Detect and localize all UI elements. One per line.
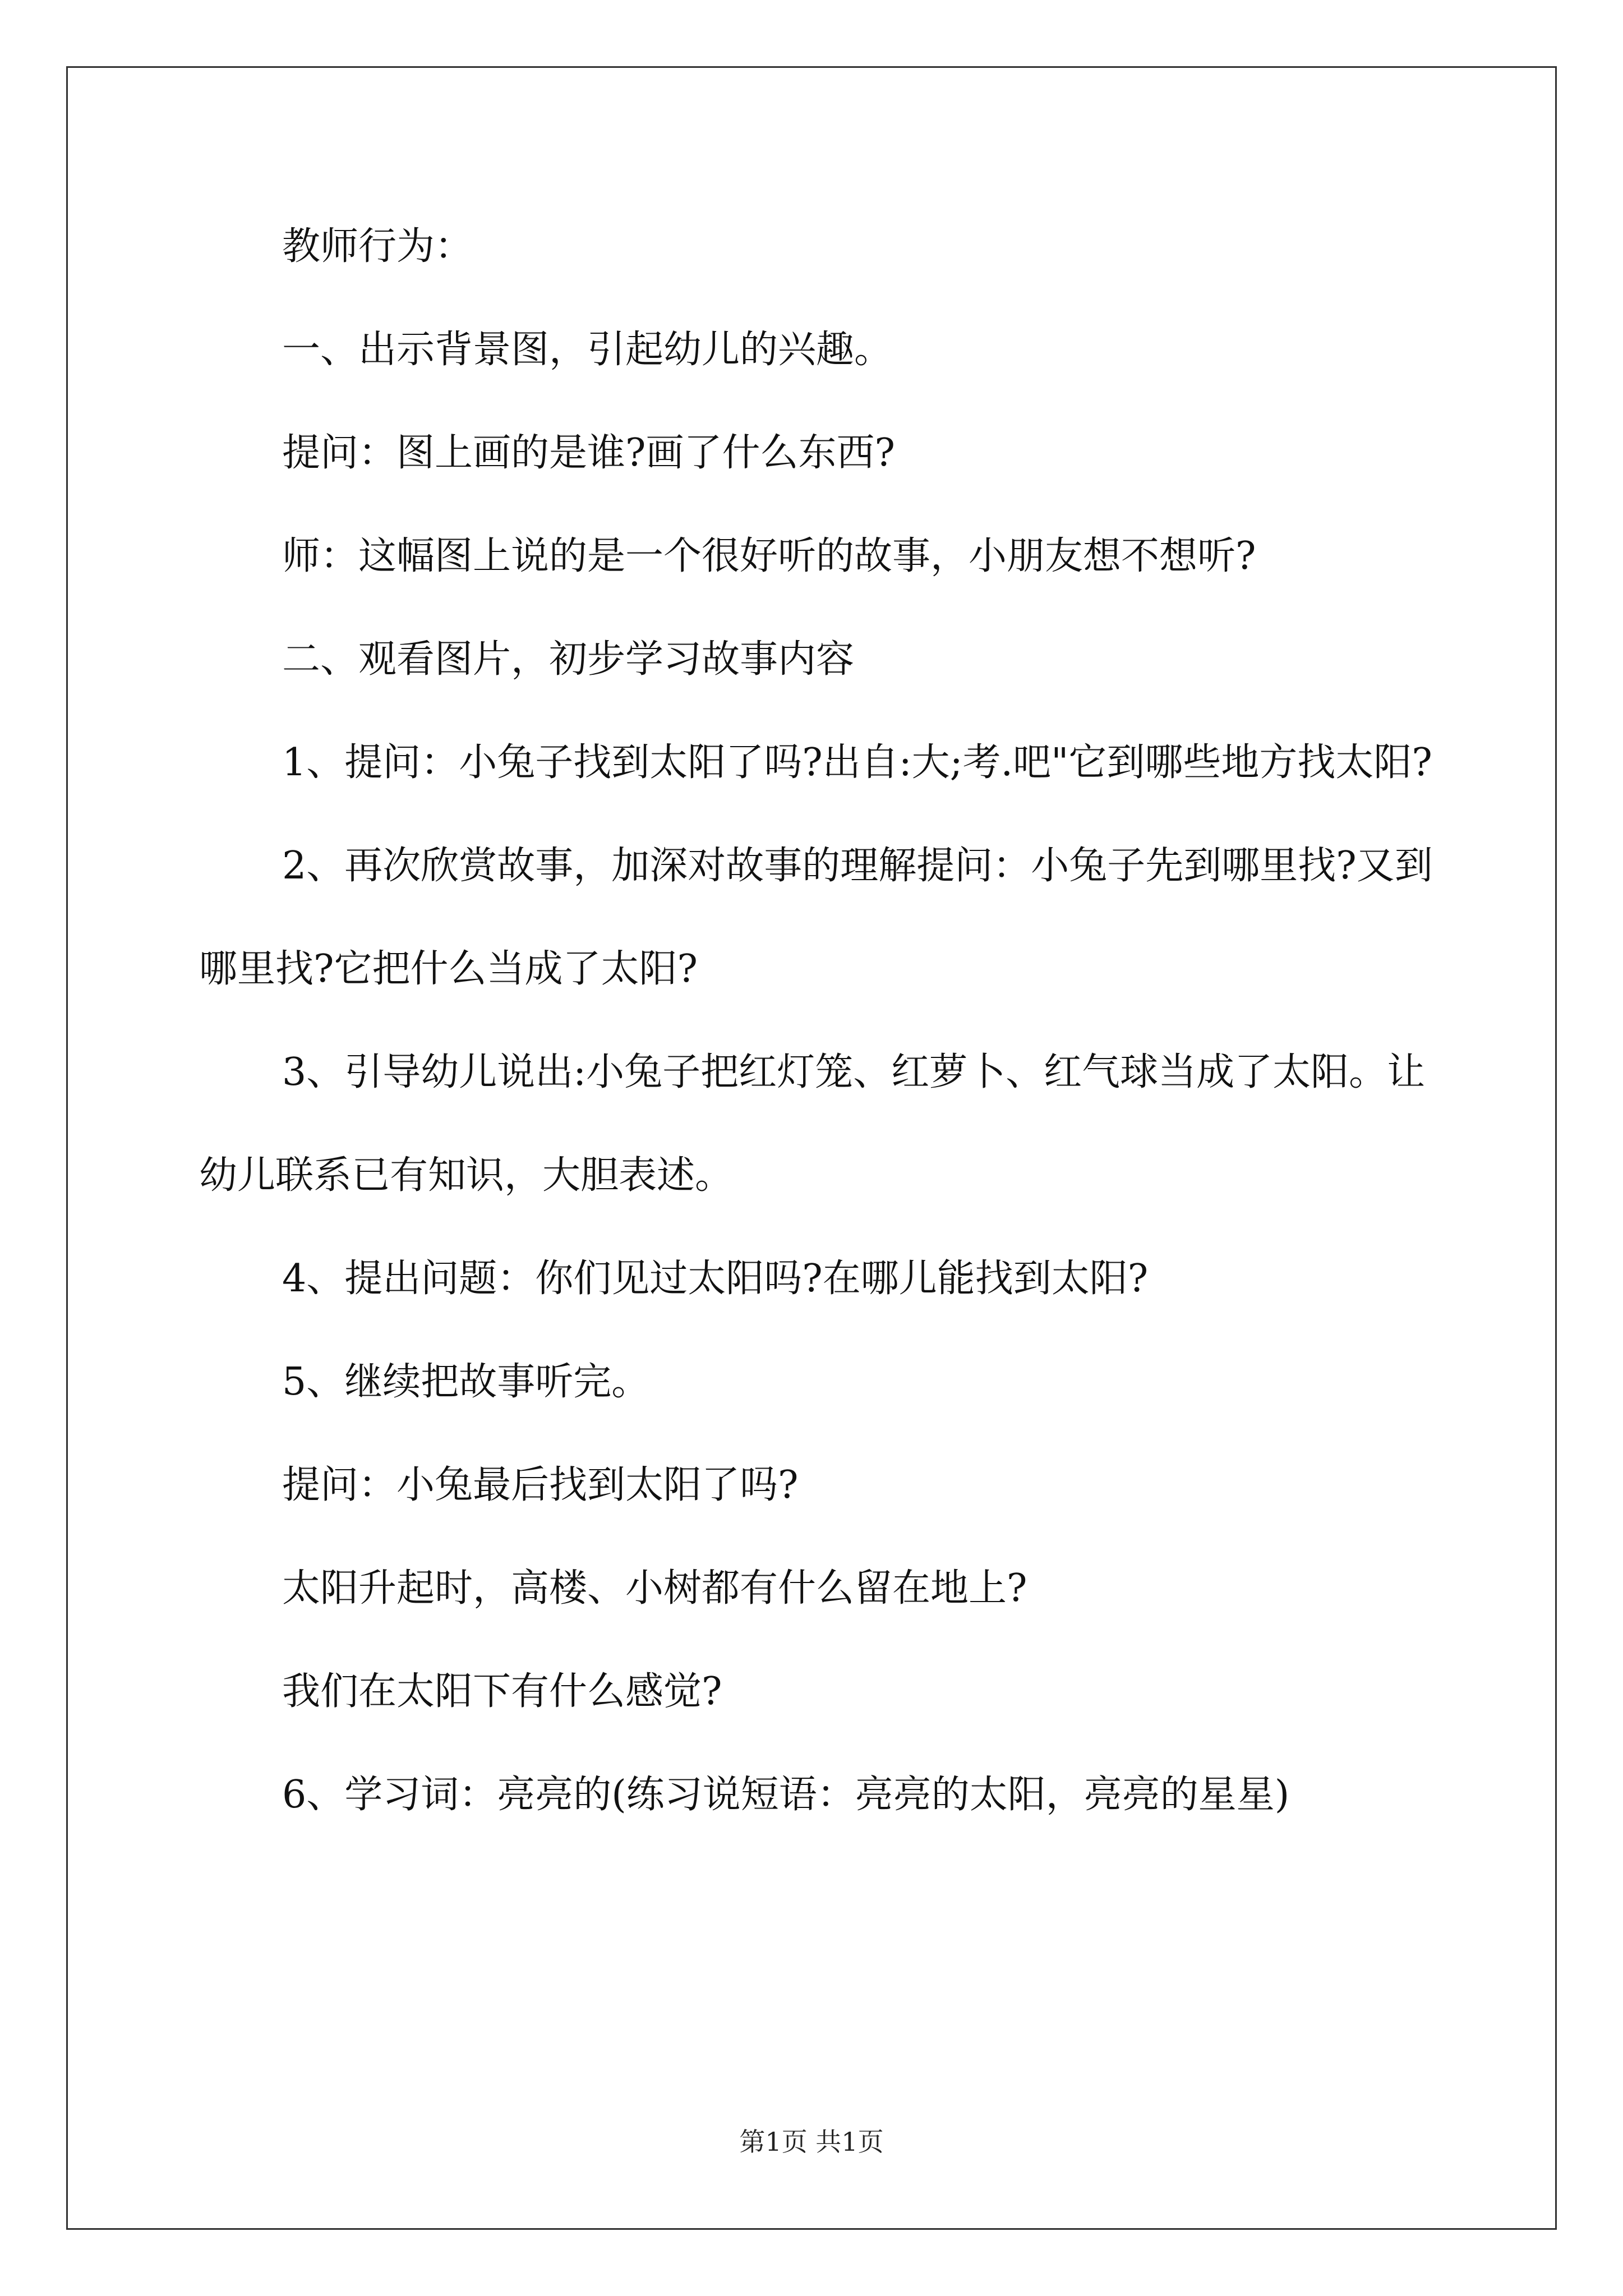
paragraph-item-5: 5、继续把故事听完。 xyxy=(282,1360,650,1404)
paragraph-sunrise: 太阳升起时，高楼、小树都有什么留在地上? xyxy=(282,1566,1027,1611)
paragraph-item-4: 4、提出问题：你们见过太阳吗?在哪儿能找到太阳? xyxy=(282,1257,1149,1301)
paragraph-step-two: 二、观看图片，初步学习故事内容 xyxy=(282,637,855,682)
paragraph-item-1: 1、提问：小兔子找到太阳了吗?出自:大;考.吧"它到哪些地方找太阳? xyxy=(282,740,1432,785)
paragraph-item-2: 2、再次欣赏故事，加深对故事的理解提问：小兔子先到哪里找?又到哪里找?它把什么当成了太阳? xyxy=(199,844,1433,991)
paragraph-question-found: 提问：小兔最后找到太阳了吗? xyxy=(282,1463,799,1507)
paragraph-feeling: 我们在太阳下有什么感觉? xyxy=(282,1669,722,1714)
document-body xyxy=(199,219,1438,1870)
paragraph-teacher-behavior: 教师行为： xyxy=(282,224,473,269)
paragraph-teacher-story: 师：这幅图上说的是一个很好听的故事，小朋友想不想听? xyxy=(282,534,1256,578)
paragraph-step-one: 一、出示背景图，引起幼儿的兴趣。 xyxy=(282,328,893,372)
paragraph-item-6: 6、学习词：亮亮的(练习说短语：亮亮的太阳，亮亮的星星) xyxy=(282,1773,1290,1817)
paragraph-question-picture: 提问：图上画的是谁?画了什么东西? xyxy=(282,431,895,475)
paragraph-item-3: 3、引导幼儿说出:小兔子把红灯笼、红萝卜、红气球当成了太阳。让幼儿联系已有知识，大胆表述。 xyxy=(199,1050,1426,1198)
page-footer: 第1页 共1页 xyxy=(739,2127,884,2157)
